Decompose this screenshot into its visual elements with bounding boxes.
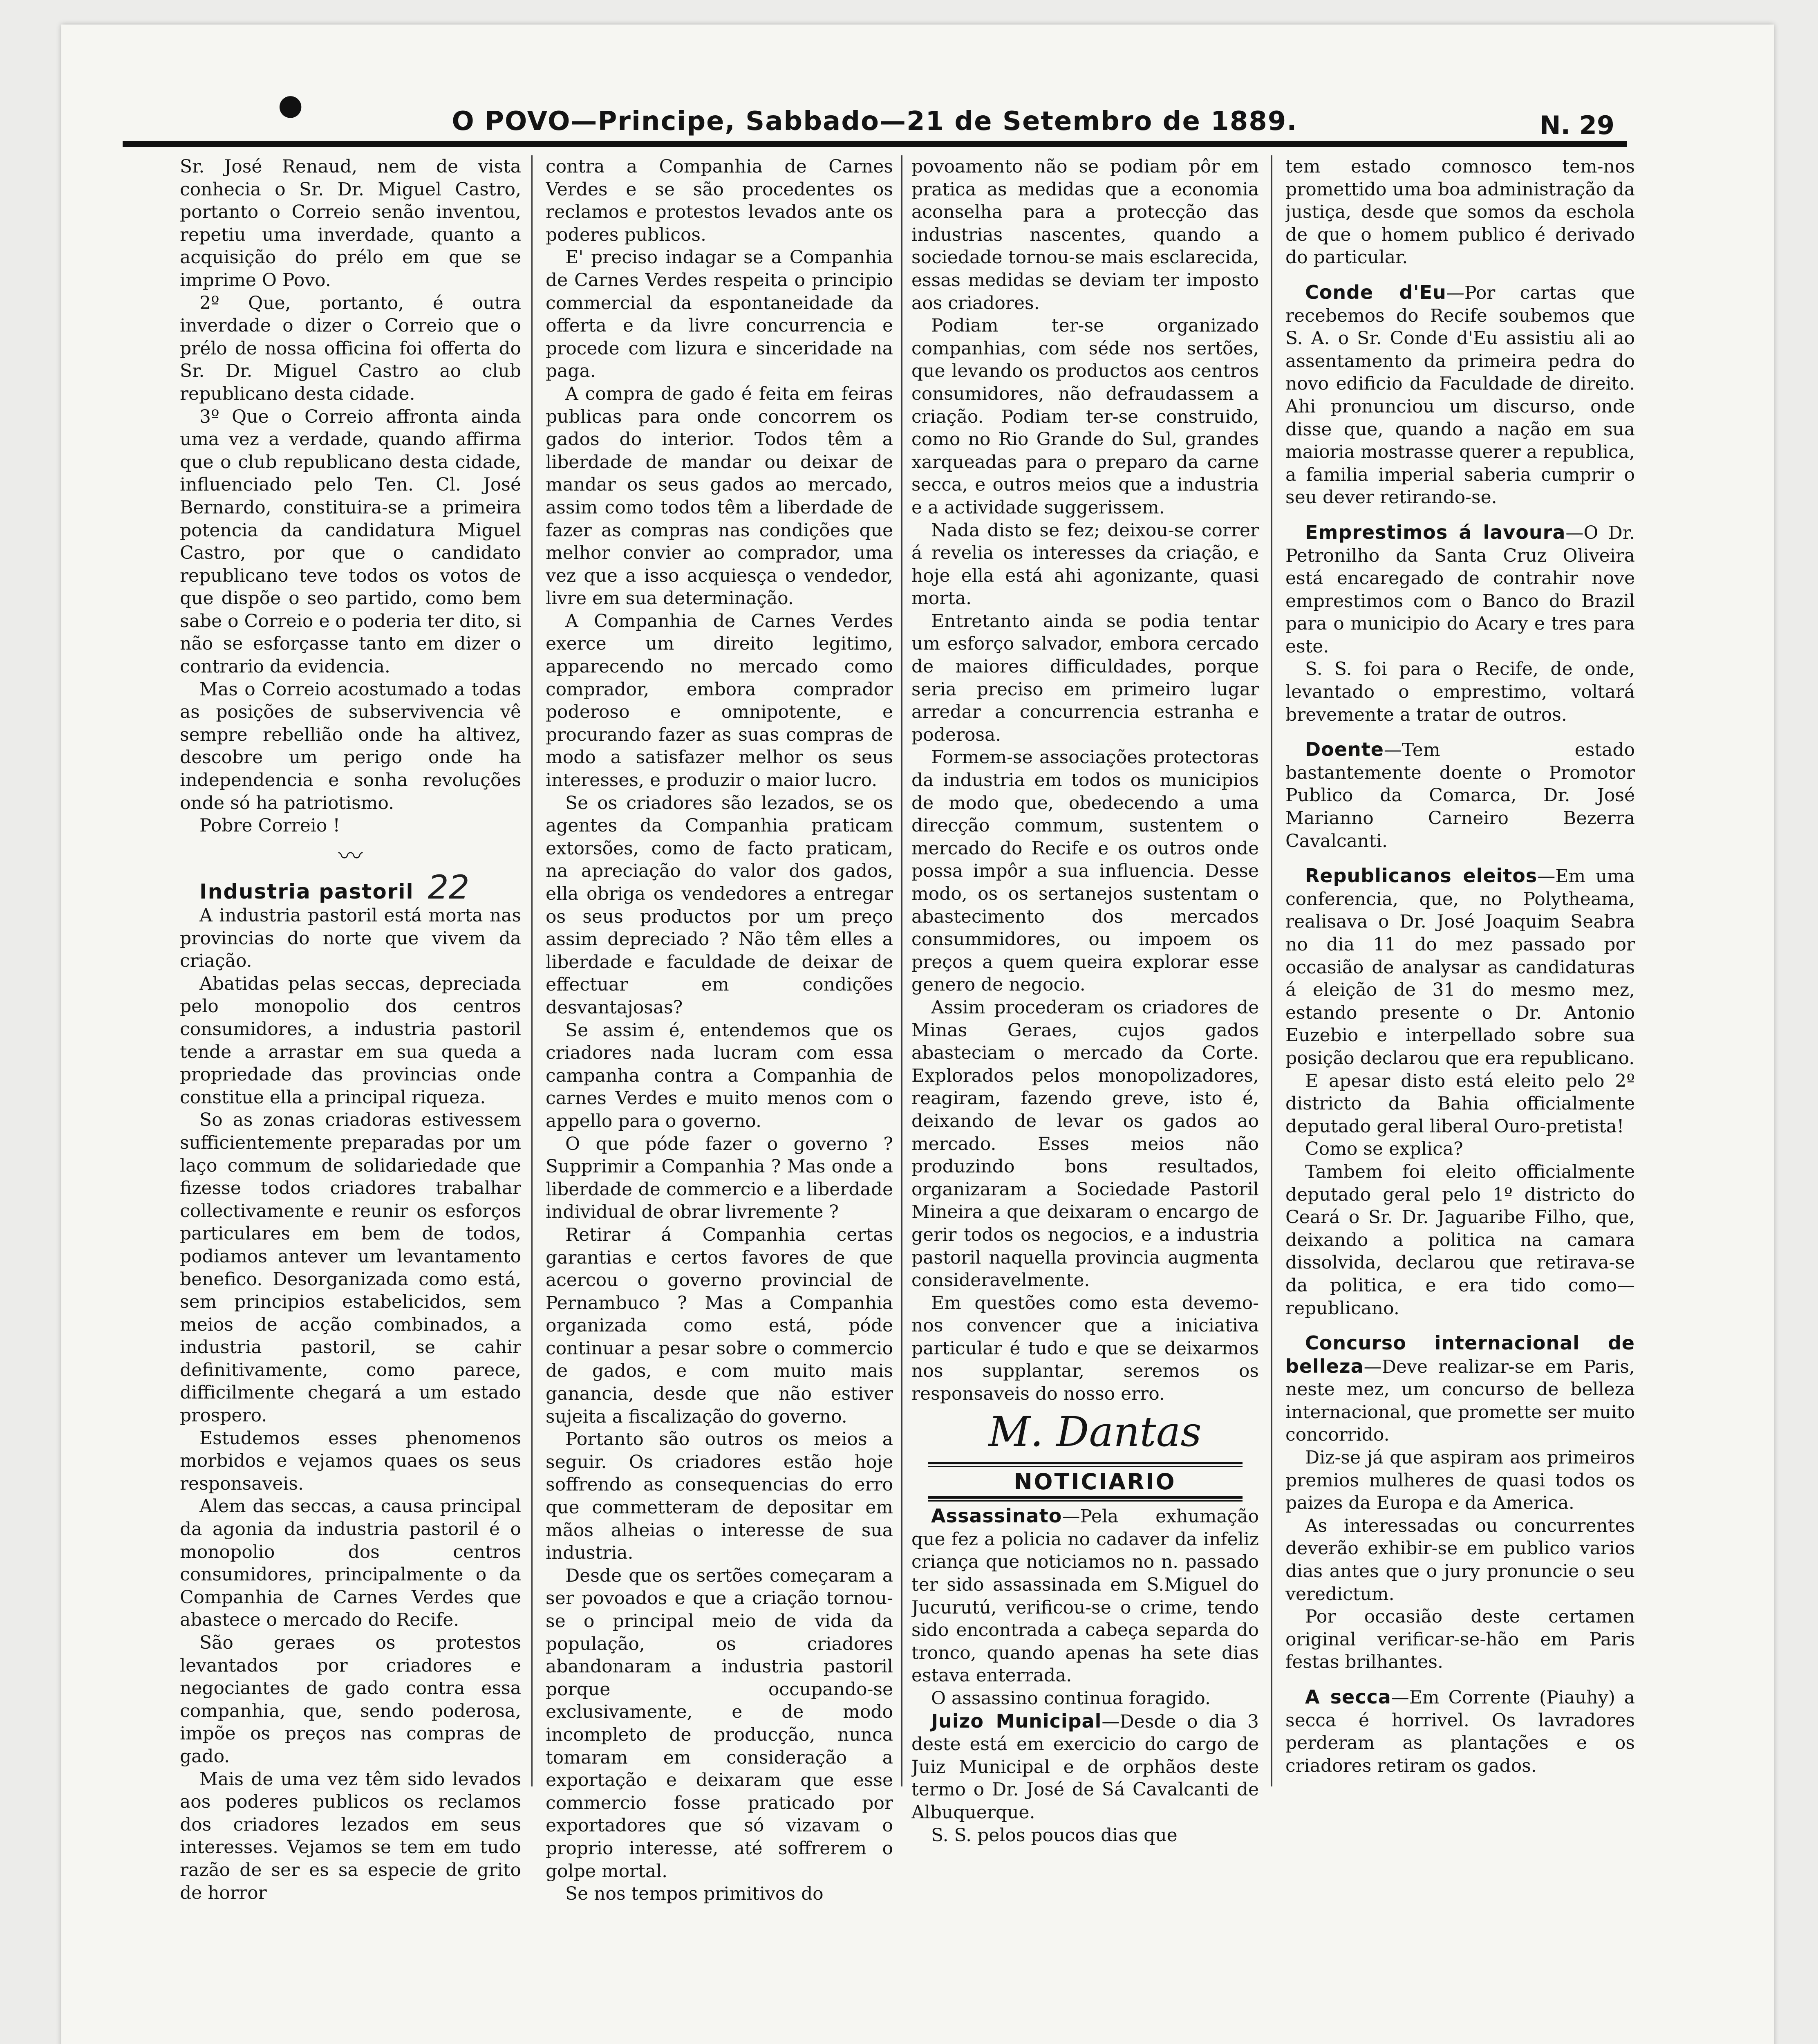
paragraph: A industria pastoril está morta nas provincias do norte que vivem da criação. bbox=[180, 905, 521, 972]
news-text: —Em uma conferencia, que, no Polytheama, realisava o Dr. José Joaquim Seabra no dia 11 do mez passado por occasião de analysar as candidaturas á eleição de 31 do mesmo mez, estando presente o Dr. Antonio Euzebio e interpellado sobre sua posição declarou que era republicano. bbox=[1285, 866, 1635, 1069]
news-heading: Emprestimos á lavoura bbox=[1305, 521, 1566, 543]
paragraph: tem estado comnosco tem-nos promettido uma boa administração da justiça, desde que somos da eschola de que o homem publico é derivado do particular. bbox=[1285, 156, 1635, 268]
news-text: —Por cartas que recebemos do Recife soubemos que S. A. o Sr. Conde d'Eu assistiu ali ao assentamento da primeira pedra do novo edificio da Faculdade de direito. Ahi pronunciou um discurso, onde disse que, quando a nação em sua maioria mostrasse querer a republica, a familia imperial saberia cumprir o seu dever retirando-se. bbox=[1285, 282, 1635, 508]
news-heading: Republicanos eleitos bbox=[1305, 865, 1538, 887]
column-1 bbox=[180, 155, 521, 2044]
news-text: —Em Corrente (Piauhy) a secca é horrivel. Os lavradores perderam as plantações e os criadores retiram os gados. bbox=[1285, 1687, 1635, 1776]
paragraph: Estudemos esses phenomenos morbidos e vejamos quaes os seus responsaveis. bbox=[180, 1428, 521, 1494]
section-heading-row bbox=[180, 868, 521, 907]
section-divider bbox=[928, 1496, 1243, 1502]
paragraph: A Companhia de Carnes Verdes exerce um direito legitimo, apparecendo no mercado como comprador, embora comprador poderoso e omnipotente, e procurando fazer as suas compras de modo a satisfazer melhor os seus interesses, e produzir o maior lucro. bbox=[546, 610, 893, 791]
noticiario-heading: NOTICIARIO bbox=[1014, 1468, 1176, 1495]
news-heading: Concurso internacional de belleza bbox=[1285, 1332, 1635, 1377]
section-heading-industria: Industria pastoril bbox=[199, 880, 414, 904]
news-text: —Pela exhumação que fez a policia no cadaver da infeliz criança que noticiamos no n. passado ter sido assassinada em S.Miguel do Jucurutú, verificou-se o crime, tendo sido encontrada a cabeça separda do tronco, quando apenas ha sete dias estava enterrada. bbox=[911, 1506, 1259, 1686]
paragraph: Tambem foi eleito officialmente deputado geral pelo 1º districto do Ceará o Sr. Dr. Jaguaribe Filho, que, deixando a politica na camara dissolvida, declarou que retirava-se da politica, e era tido como—republicano. bbox=[1285, 1161, 1635, 1319]
news-heading: Doente bbox=[1305, 738, 1384, 761]
paragraph: E' preciso indagar se a Companhia de Carnes Verdes respeita o principio commercial da espontaneidade da offerta e da livre concurrencia e procede com lizura e sinceridade na paga. bbox=[546, 247, 893, 382]
column-rule bbox=[531, 155, 533, 1786]
paragraph: As interessadas ou concurrentes deverão exhibir-se em publico varios dias antes que o jury pronuncie o seu veredictum. bbox=[1285, 1515, 1635, 1605]
column-rule bbox=[901, 155, 902, 1786]
ornament-divider: 〰 bbox=[338, 842, 363, 871]
paragraph: Portanto são outros os meios a seguir. Os criadores estão hoje soffrendo as consequencias do erro que commetteram de depositar em mãos alheias o interesse de sua industria. bbox=[546, 1429, 893, 1564]
paragraph: Diz-se já que aspiram aos primeiros premios mulheres de quasi todos os paizes da Europa e da America. bbox=[1285, 1447, 1635, 1514]
paragraph: So as zonas criadoras estivessem sufficientemente preparadas por um laço commum de solidariedade que fizesse todos criadores trabalhar collectivamente e reunir os esforços particulares em bem de todos, podiamos antever um levantamento benefico. Desorganizada como está, sem principios estabelicidos, sem meios de acção combinados, a industria pastoril, se cahir definitivamente, como parece, difficilmente chegará a um estado prospero. bbox=[180, 1109, 521, 1426]
paragraph: Abatidas pelas seccas, depreciada pelo monopolio dos centros consumidores, a industria pastoril tende a arrastar em sua queda a propriedade das provincias onde constitue ella a principal riqueza. bbox=[180, 973, 521, 1108]
paragraph: Mas o Correio acostumado a todas as posições de subservivencia vê sempre rebellião onde ha altivez, descobre um perigo onde ha independencia e sonha revoluções onde só ha patriotismo. bbox=[180, 679, 521, 814]
news-heading: A secca bbox=[1305, 1686, 1391, 1708]
section-divider bbox=[928, 1462, 1243, 1467]
paragraph: Se os criadores são lezados, se os agentes da Companhia praticam extorsões, como de facto praticam, na apreciação do valor dos gados, ella obriga os vendedores a entregar os seus productos por um preço assim depreciado ? Não têm elles a liberdade e faculdade de deixar de effectuar em condições desvantajosas? bbox=[546, 792, 893, 1018]
paragraph: Se nos tempos primitivos do bbox=[565, 1883, 824, 1905]
closing-line: Pobre Correio ! bbox=[199, 815, 340, 836]
column-4 bbox=[1285, 155, 1635, 2044]
paragraph: Assim procederam os criadores de Minas Geraes, cujos gados abasteciam o mercado da Corte. Explorados pelos monopolizadores, reagiram, fazendo greve, isto é, deixando de levar os gados ao mercado. Esses meios não produzindo bons resultados, organizaram a Sociedade Pastoril Mineira a que deixaram o encargo de gerir todos os negocios, e a industria pastoril naquella provincia augmenta consideravelmente. bbox=[911, 997, 1259, 1291]
issue-number: N. 29 bbox=[1539, 110, 1614, 140]
news-item-juizo bbox=[911, 1710, 1259, 1824]
news-item-doente bbox=[1285, 738, 1635, 852]
paragraph: contra a Companhia de Carnes Verdes e se são procedentes os reclamos e protestos levados ante os poderes publicos. bbox=[546, 156, 893, 245]
paragraph: Retirar á Companhia certas garantias e certos favores de que acercou o governo provincial de Pernambuco ? Mas a Companhia organizada como está, póde continuar a pesar sobre o commercio de gados, e com muito mais ganancia, desde que não estiver sujeita a fiscalização do governo. bbox=[546, 1224, 893, 1427]
paragraph: Em questões como esta devemo-nos convencer que a iniciativa particular é tudo e que se deixarmos nos supplantar, seremos os responsaveis do nosso erro. bbox=[911, 1292, 1259, 1405]
paragraph: 3º Que o Correio affronta ainda uma vez a verdade, quando affirma que o club republicano desta cidade, influenciado pelo Ten. Cl. José Bernardo, constituira-se a primeira potencia da candidatura Miguel Castro, por que o candidato republicano teve todos os votos de que dispõe o seo partido, como bem sabe o Correio e o poderia ter dito, si não se esforçasse tanto em dizer o contrario da evidencia. bbox=[180, 406, 521, 677]
news-item-concurso bbox=[1285, 1332, 1635, 1446]
news-heading: Juizo Municipal bbox=[931, 1710, 1102, 1732]
ink-blot-icon: ● bbox=[278, 88, 303, 121]
paragraph: Entretanto ainda se podia tentar um esforço salvador, embora cercado de maiores difficuldades, porque seria preciso em primeiro lugar arredar a concurrencia estranha e poderosa. bbox=[911, 610, 1259, 745]
news-text: —Tem estado bastantemente doente o Promotor Publico da Comarca, Dr. José Marianno Carneiro Bezerra Cavalcanti. bbox=[1285, 740, 1635, 852]
paragraph: S. S. pelos poucos dias que bbox=[931, 1824, 1178, 1846]
paragraph: O que póde fazer o governo ? Supprimir a Companhia ? Mas onde a liberdade de commercio e a liberdade individual de obrar livremente ? bbox=[546, 1133, 893, 1223]
column-2 bbox=[546, 155, 893, 2044]
paragraph: São geraes os protestos levantados por criadores e negociantes de gado contra essa companhia, que, sendo poderosa, impõe os preços nas compras de gado. bbox=[180, 1632, 521, 1767]
paragraph: 2º Que, portanto, é outra inverdade o dizer o Correio que o prélo de nossa officina foi offerta do Sr. Dr. Miguel Castro ao club republicano desta cidade. bbox=[180, 292, 521, 404]
news-heading: Assassinato bbox=[931, 1505, 1062, 1527]
paragraph: S. S. foi para o Recife, de onde, levantado o emprestimo, voltará brevemente a tratar de outros. bbox=[1285, 659, 1635, 725]
paragraph: povoamento não se podiam pôr em pratica as medidas que a economia aconselha para a protecção das industrias nascentes, quando a sociedade tornou-se mais esclarecida, essas medidas se deviam ter imposto aos criadores. bbox=[911, 156, 1259, 314]
handwritten-note: 22 bbox=[428, 868, 470, 907]
news-item-conde bbox=[1285, 281, 1635, 509]
news-item-emprestimos bbox=[1285, 521, 1635, 658]
news-item-assassinato bbox=[911, 1505, 1259, 1687]
paragraph: Se assim é, entendemos que os criadores nada lucram com essa campanha contra a Companhia de carnes Verdes e muito menos com o appello para o governo. bbox=[546, 1020, 893, 1132]
author-signature: M. Dantas bbox=[988, 1407, 1202, 1456]
paragraph: E apesar disto está eleito pelo 2º districto da Bahia officialmente deputado geral liberal Ouro-pretista! bbox=[1285, 1070, 1635, 1137]
news-text: —O Dr. Petronilho da Santa Cruz Oliveira está encaregado de contrahir nove emprestimos com o Banco do Brazil para o municipio do Acary e tres para este. bbox=[1285, 522, 1635, 657]
news-text: —Deve realizar-se em Paris, neste mez, um concurso de belleza internacional, que promette ser muito concorrido. bbox=[1285, 1356, 1635, 1446]
paragraph: Formem-se associações protectoras da industria em todos os municipios de modo que, obedecendo a uma direcção commum, sustentem o mercado do Recife e os outros onde possa impôr a sua influencia. Desse modo, os os sertanejos sustentam o abastecimento dos mercados consummidores, ou impoem os preços a quem queira explorar esse genero de negocio. bbox=[911, 747, 1259, 995]
paragraph: Podiam ter-se organizado companhias, com séde nos sertões, que levando os productos aos centros consumidores, não defraudassem a criação. Podiam ter-se construido, como no Rio Grande do Sul, grandes xarqueadas para o preparo da carne secca, e outros meios que a industria e a actividade suggerissem. bbox=[911, 315, 1259, 518]
paragraph: Mais de uma vez têm sido levados aos poderes publicos os reclamos dos criadores lezados em seus interesses. Vejamos se tem em tudo razão de ser es sa especie de grito de horror bbox=[180, 1768, 521, 1903]
paragraph: Alem das seccas, a causa principal da agonia da industria pastoril é o monopolio dos centros consumidores, principalmente o da Companhia de Carnes Verdes que abastece o mercado do Recife. bbox=[180, 1496, 521, 1631]
news-item-secca bbox=[1285, 1686, 1635, 1777]
masthead-title: O POVO—Principe, Sabbado—21 de Setembro de 1889. bbox=[452, 106, 1298, 137]
news-text: —Desde o dia 3 deste está em exercicio do cargo de Juiz Municipal e de orphãos deste termo o Dr. José de Sá Cavalcanti de Albuquerque. bbox=[911, 1711, 1259, 1823]
news-heading: Conde d'Eu bbox=[1305, 281, 1446, 303]
paragraph: Por occasião deste certamen original verificar-se-hão em Paris festas brilhantes. bbox=[1285, 1606, 1635, 1673]
news-item-republicanos bbox=[1285, 865, 1635, 1069]
paragraph: O assassino continua foragido. bbox=[931, 1688, 1211, 1709]
paragraph: Sr. José Renaud, nem de vista conhecia o Sr. Dr. Miguel Castro, portanto o Correio senão inventou, repetiu uma inverdade, quanto a acquisição do prélo em que se imprime O Povo. bbox=[180, 156, 521, 291]
column-3 bbox=[911, 155, 1259, 2044]
paragraph: Nada disto se fez; deixou-se correr á revelia os interesses da criação, e hoje ella está ahi agonizante, quasi morta. bbox=[911, 520, 1259, 609]
paragraph: A compra de gado é feita em feiras publicas para onde concorrem os gados do interior. Todos têm a liberdade de mandar ou deixar de mandar os seus gados ao mercado, assim como todos têm a liberdade de fazer as compras nas condições que melhor convier ao comprador, uma vez que a isso acquiesça o vendedor, livre em sua determinação. bbox=[546, 383, 893, 609]
paragraph: Desde que os sertões começaram a ser povoados e que a criação tornou-se o principal meio de vida da população, os criadores abandonaram a industria pastoril porque occupando-se exclusivamente, e de modo incompleto de producção, nunca tomaram em consideração a exportação e deixaram que esse commercio fosse praticado por exportadores que só vizavam o proprio interesse, até soffrerem o golpe mortal. bbox=[546, 1565, 893, 1882]
masthead bbox=[123, 88, 1627, 147]
column-rule bbox=[1271, 155, 1272, 1786]
paragraph: Como se explica? bbox=[1305, 1139, 1463, 1160]
